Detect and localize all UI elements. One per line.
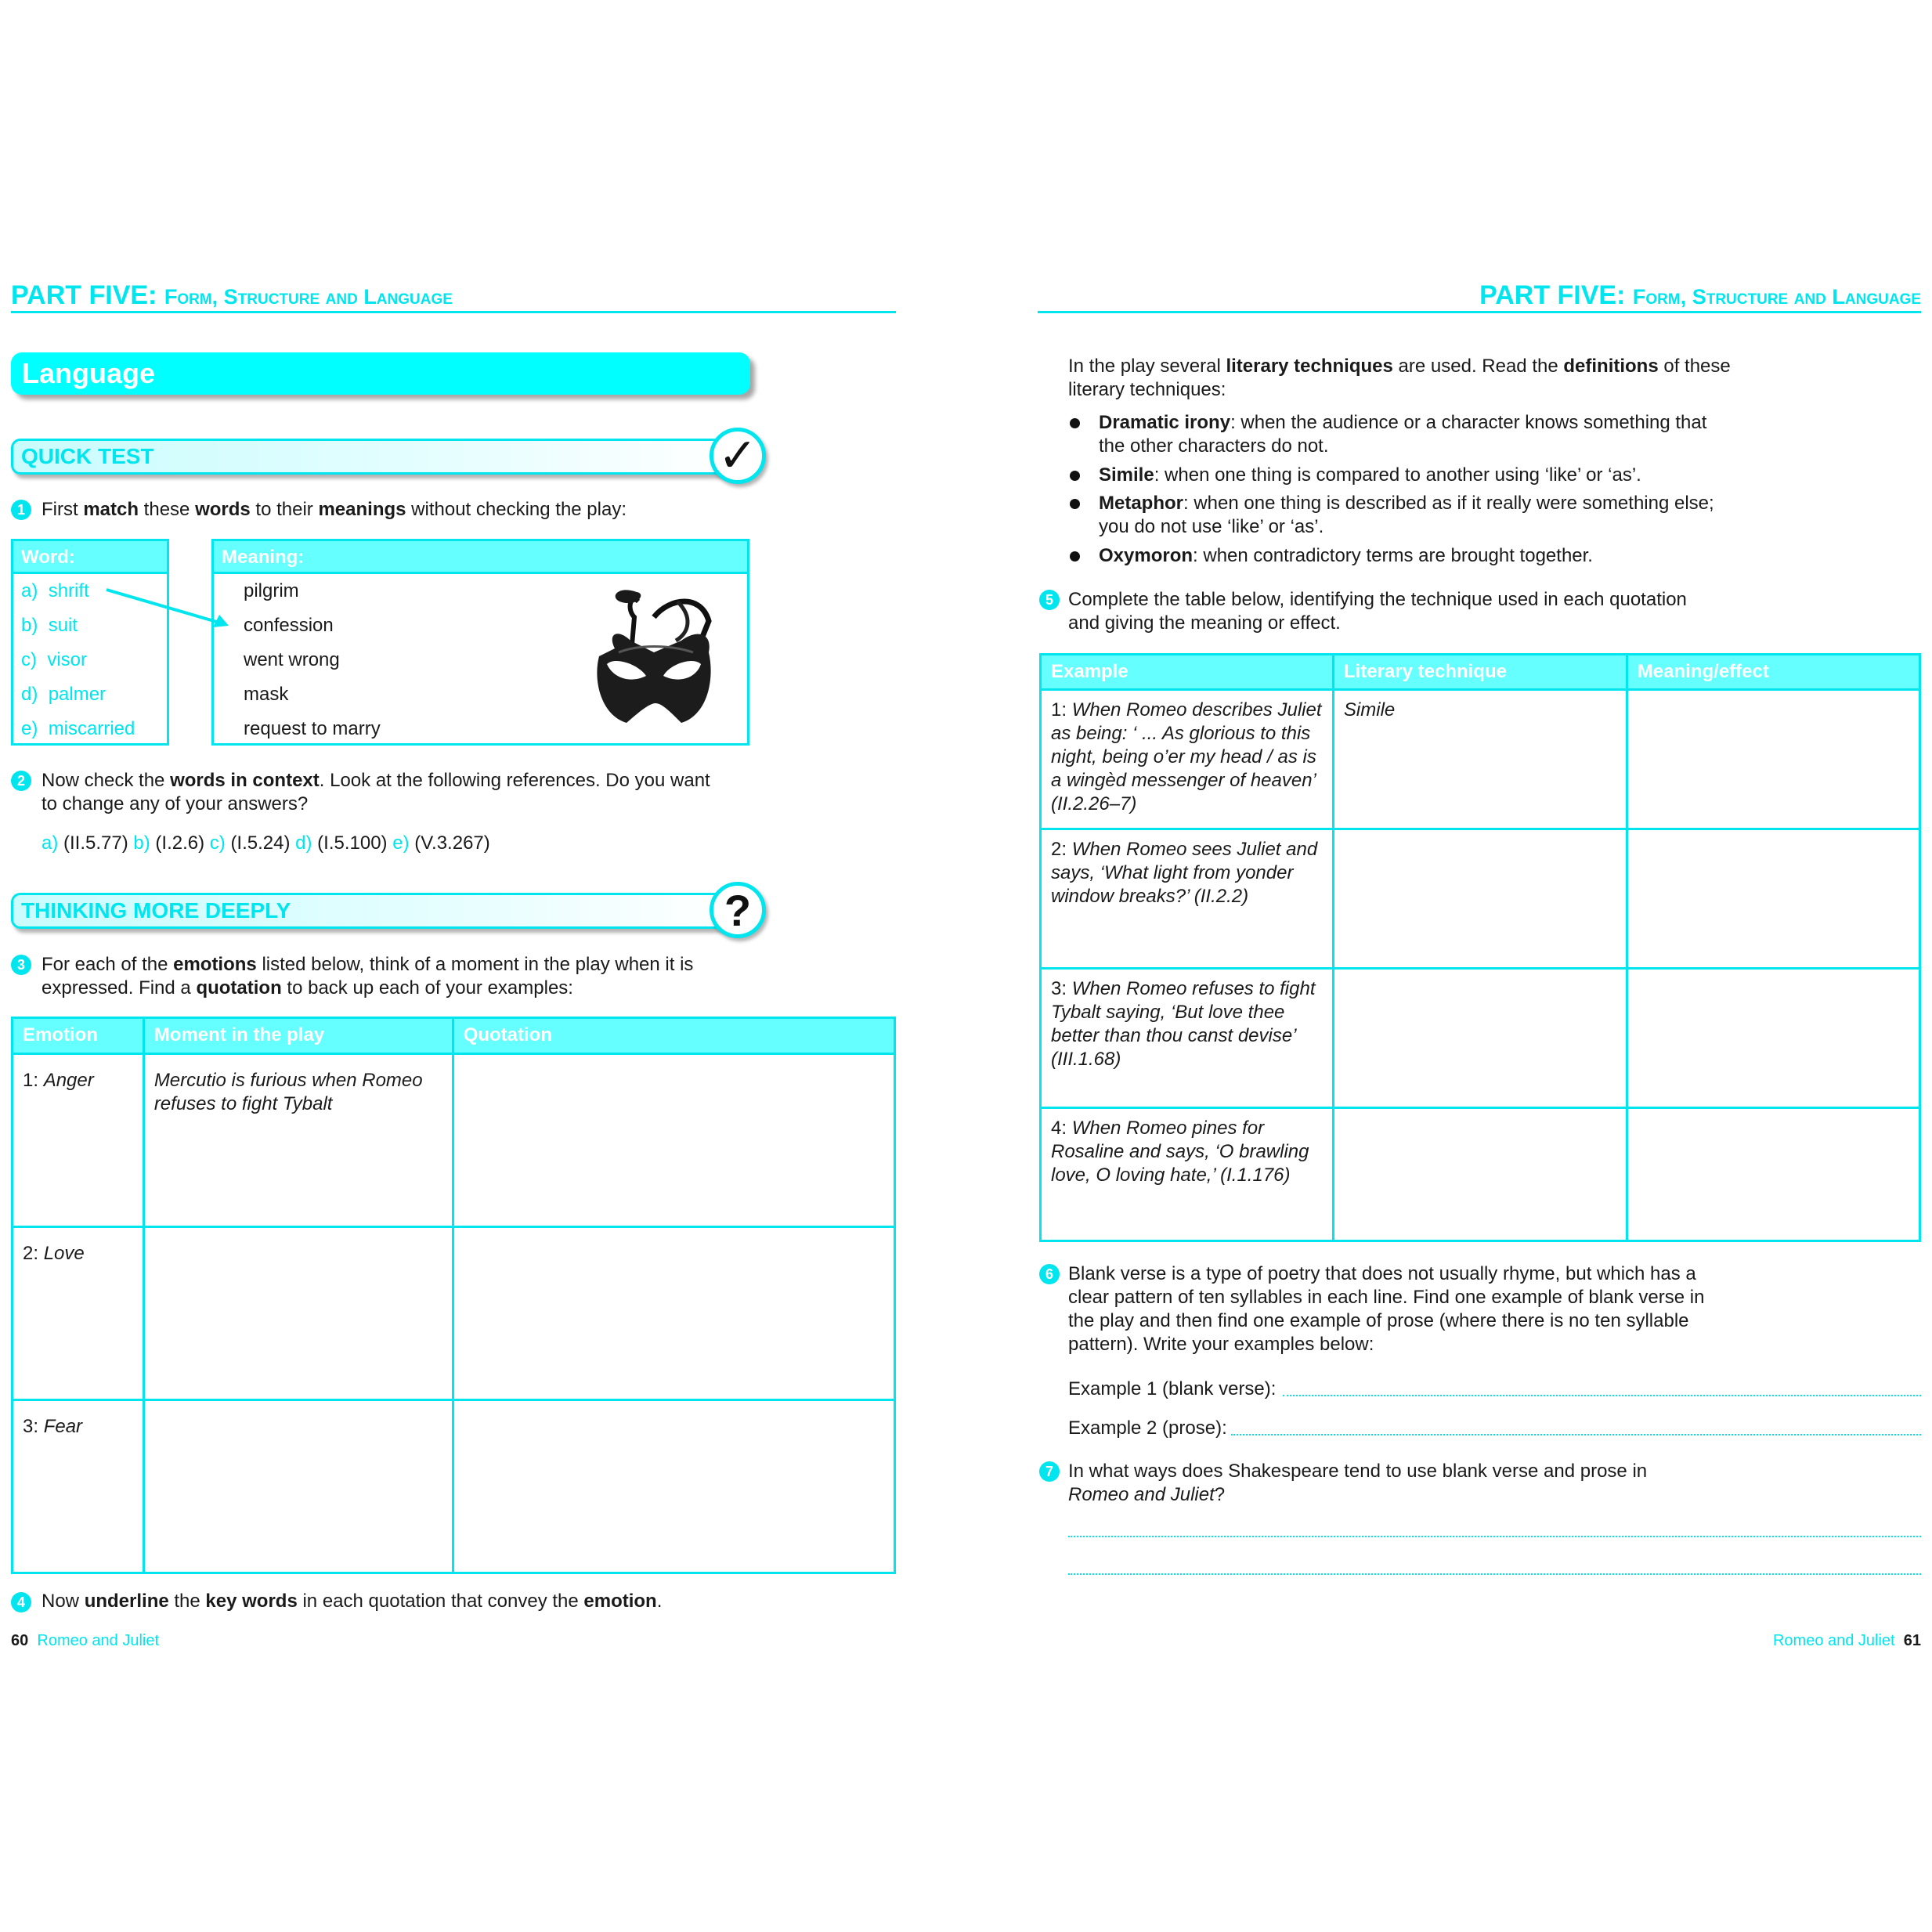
column-header: Emotion — [13, 1018, 144, 1054]
effect-cell[interactable] — [1627, 1108, 1919, 1241]
quick-test-bar — [11, 439, 739, 475]
book-title: Romeo and Juliet — [1772, 1632, 1895, 1649]
question-2-references: a) (II.5.77) b) (I.2.6) c) (I.5.24) d) (I.5.100) e) (V.3.267) — [42, 832, 490, 854]
header-part-label: PART FIVE: — [1479, 280, 1626, 310]
table-row — [13, 1400, 895, 1573]
effect-cell[interactable] — [1627, 829, 1919, 969]
question-1-text: First match these words to their meanings without checking the play: — [42, 499, 627, 520]
word-item: a) shrift — [21, 580, 89, 601]
meaning-item: request to marry — [244, 718, 381, 739]
quotation-cell[interactable] — [453, 1400, 894, 1573]
quick-test-label: QUICK TEST — [21, 444, 154, 468]
effect-cell[interactable] — [1627, 969, 1919, 1108]
question-number-1: 1 — [11, 500, 31, 520]
column-header: Literary technique — [1333, 655, 1627, 690]
effect-cell[interactable] — [1627, 690, 1919, 829]
page-number: 60 — [11, 1632, 29, 1649]
question-4-text: Now underline the key words in each quotation that convey the emotion. — [42, 1591, 663, 1612]
technique-cell[interactable] — [1333, 829, 1627, 969]
question-6-text: Blank verse is a type of poetry that does not usually rhyme, but which has a clear pattern of ten syllables in each line. Find one example of blank verse in the play and then find one example of prose (where there is no ten syllable pattern). Write your examples below: — [1068, 1263, 1705, 1355]
table-row — [13, 1227, 895, 1400]
right-page-footer — [1773, 1632, 1921, 1650]
page-number: 61 — [1903, 1632, 1921, 1649]
header-section-title: Form, Structure and Language — [164, 285, 453, 309]
technique-table — [1039, 653, 1921, 1242]
thinking-more-deeply-bar — [11, 893, 739, 929]
header-section-title: Form, Structure and Language — [1632, 285, 1921, 309]
technique-cell[interactable] — [1333, 1108, 1627, 1241]
table-row — [1041, 1108, 1920, 1241]
table-row — [1041, 829, 1920, 969]
column-header: Example — [1041, 655, 1334, 690]
meaning-item: mask — [244, 684, 289, 705]
example-2-label: Example 2 (prose): — [1068, 1417, 1227, 1439]
moment-cell[interactable] — [143, 1227, 453, 1400]
emotion-cell: 1: Anger — [13, 1054, 144, 1227]
example-cell: 1: When Romeo describes Juliet as being: ‘ ... As glorious to this night, being o’er my head / as is a wingèd messenger of heaven’ (II.2.26–7) — [1041, 690, 1334, 829]
technique-cell[interactable]: Simile — [1333, 690, 1627, 829]
column-header: Quotation — [453, 1018, 894, 1054]
match-arrow — [102, 583, 235, 630]
table-row — [1041, 969, 1920, 1108]
column-header: Moment in the play — [143, 1018, 453, 1054]
definition-dramatic-irony: Dramatic irony: when the audience or a character knows something that the other characters do not. — [1099, 412, 1707, 457]
word-item: d) palmer — [21, 684, 107, 705]
table-row — [13, 1054, 895, 1227]
example-cell: 2: When Romeo sees Juliet and says, ‘What light from yonder window breaks?’ (II.2.2) — [1041, 829, 1334, 969]
example-cell: 4: When Romeo pines for Rosaline and says, ‘O brawling love, O loving hate,’ (I.1.176) — [1041, 1108, 1334, 1241]
emotion-cell: 3: Fear — [13, 1400, 144, 1573]
question-number-7: 7 — [1039, 1461, 1060, 1482]
left-header-title — [11, 280, 453, 311]
definition-oxymoron: Oxymoron: when contradictory terms are brought together. — [1099, 545, 1593, 566]
word-item: e) miscarried — [21, 718, 135, 739]
meaning-item: confession — [244, 615, 334, 636]
example-1-label: Example 1 (blank verse): — [1068, 1378, 1277, 1399]
left-header-rule — [11, 311, 896, 313]
column-header: Meaning/effect — [1627, 655, 1919, 690]
bullet-icon — [1070, 418, 1080, 428]
question-mark-icon — [710, 882, 766, 938]
definition-simile: Simile: when one thing is compared to another using ‘like’ or ‘as’. — [1099, 464, 1641, 486]
example-2-answer-line[interactable] — [1231, 1434, 1921, 1435]
quotation-cell[interactable] — [453, 1227, 894, 1400]
question-7-text: In what ways does Shakespeare tend to use blank verse and prose in Romeo and Juliet? — [1068, 1461, 1648, 1505]
left-page-footer — [11, 1632, 159, 1650]
quotation-cell[interactable] — [453, 1054, 894, 1227]
meaning-item: pilgrim — [244, 580, 299, 601]
question-2-text: Now check the words in context. Look at the following references. Do you want to change any of your answers? — [42, 770, 710, 814]
moment-cell[interactable]: Mercutio is furious when Romeo refuses to fight Tybalt — [143, 1054, 453, 1227]
technique-cell[interactable] — [1333, 969, 1627, 1108]
word-box-header: Word: — [13, 541, 167, 574]
banner-title: Language — [22, 357, 156, 389]
question-5-text: Complete the table below, identifying the technique used in each quotation and giving the meaning or effect. — [1068, 589, 1687, 634]
bullet-icon — [1070, 499, 1080, 509]
definition-metaphor: Metaphor: when one thing is described as if it really were something else; you do not use ‘like’ or ‘as’. — [1099, 493, 1714, 537]
meaning-box-header: Meaning: — [214, 541, 747, 574]
question-7-answer-line[interactable] — [1068, 1573, 1921, 1575]
table-row — [1041, 690, 1920, 829]
mask-image — [583, 586, 728, 736]
question-7-answer-line[interactable] — [1068, 1536, 1921, 1537]
thinking-more-deeply-label: THINKING MORE DEEPLY — [21, 898, 291, 923]
meaning-item: went wrong — [244, 649, 340, 670]
question-number-6: 6 — [1039, 1264, 1060, 1284]
right-header-title — [1479, 280, 1921, 311]
checkmark-glyph: ✓ — [717, 429, 758, 482]
example-cell: 3: When Romeo refuses to fight Tybalt saying, ‘But love thee better than thou canst devise’ (III.1.68) — [1041, 969, 1334, 1108]
word-item: b) suit — [21, 615, 78, 636]
word-item: c) visor — [21, 649, 88, 670]
question-number-3: 3 — [11, 955, 31, 975]
emotion-table — [11, 1017, 896, 1574]
header-part-label: PART FIVE: — [11, 280, 157, 310]
bullet-icon — [1070, 471, 1080, 481]
emotion-cell: 2: Love — [13, 1227, 144, 1400]
right-header-rule — [1038, 311, 1921, 313]
checkmark-icon — [710, 428, 766, 484]
moment-cell[interactable] — [143, 1400, 453, 1573]
question-number-4: 4 — [11, 1592, 31, 1612]
question-mark-glyph: ? — [724, 885, 752, 935]
intro-text: In the play several literary techniques are used. Read the definitions of these literary techniques: — [1068, 356, 1731, 400]
question-number-5: 5 — [1039, 590, 1060, 610]
word-box — [11, 539, 169, 746]
question-3-text: For each of the emotions listed below, think of a moment in the play when it is expressed. Find a quotation to back up each of your examples: — [42, 954, 694, 999]
question-number-2: 2 — [11, 771, 31, 791]
language-banner — [11, 352, 750, 395]
example-1-answer-line[interactable] — [1283, 1395, 1921, 1396]
book-title: Romeo and Juliet — [37, 1632, 160, 1649]
bullet-icon — [1070, 551, 1080, 562]
